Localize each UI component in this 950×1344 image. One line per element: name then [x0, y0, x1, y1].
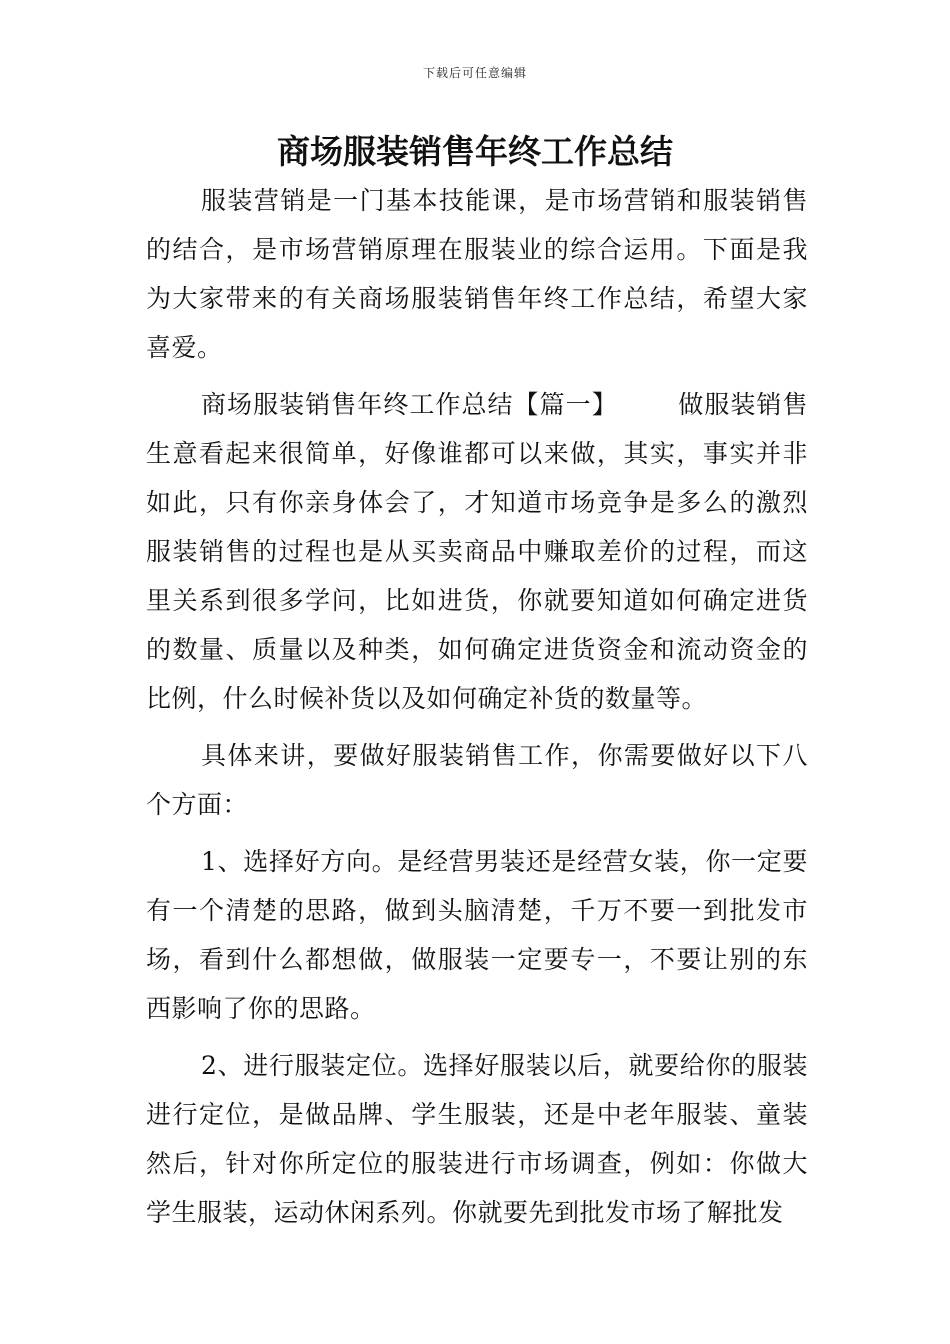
section-one-text: 做服装销售生意看起来很简单，好像谁都可以来做，其实，事实并非如此，只有你亲身体会了，才知道市场竞争是多么的激烈服装销售的过程也是从买卖商品中赚取差价的过程，而这里关系到很多学问，比如进货，你就要知道如何确定进货的数量、质量以及种类，如何确定进货资金和流动资金的比例，什么时候补货以及如何确定补货的数量等。 — [146, 390, 808, 713]
paragraph-point-1: 1、选择好方向。是经营男装还是经营女装，你一定要有一个清楚的思路，做到头脑清楚，千万不要一到批发市场，看到什么都想做，做服装一定要专一，不要让别的东西影响了你的思路。 — [146, 847, 808, 1023]
document-body — [146, 176, 808, 1245]
section-one-heading: 商场服装销售年终工作总结【篇一】 — [201, 390, 618, 419]
document-title: 商场服装销售年终工作总结 — [277, 132, 673, 171]
paragraph-intro: 服装营销是一门基本技能课，是市场营销和服装销售的结合，是市场营销原理在服装业的综合运用。下面是我为大家带来的有关商场服装销售年终工作总结，希望大家喜爱。 — [146, 186, 808, 362]
paragraph-eight-aspects: 具体来讲，要做好服装销售工作，你需要做好以下八个方面： — [146, 741, 808, 819]
paragraph-section-one — [146, 380, 808, 723]
header-note: 下载后可任意编辑 — [422, 66, 527, 80]
paragraph-point-2: 2、进行服装定位。选择好服装以后，就要给你的服装进行定位，是做品牌、学生服装，还是中老年服装、童装然后，针对你所定位的服装进行市场调查，例如：你做大学生服装，运动休闲系列。你就要先到批发市场了解批发 — [146, 1051, 808, 1227]
